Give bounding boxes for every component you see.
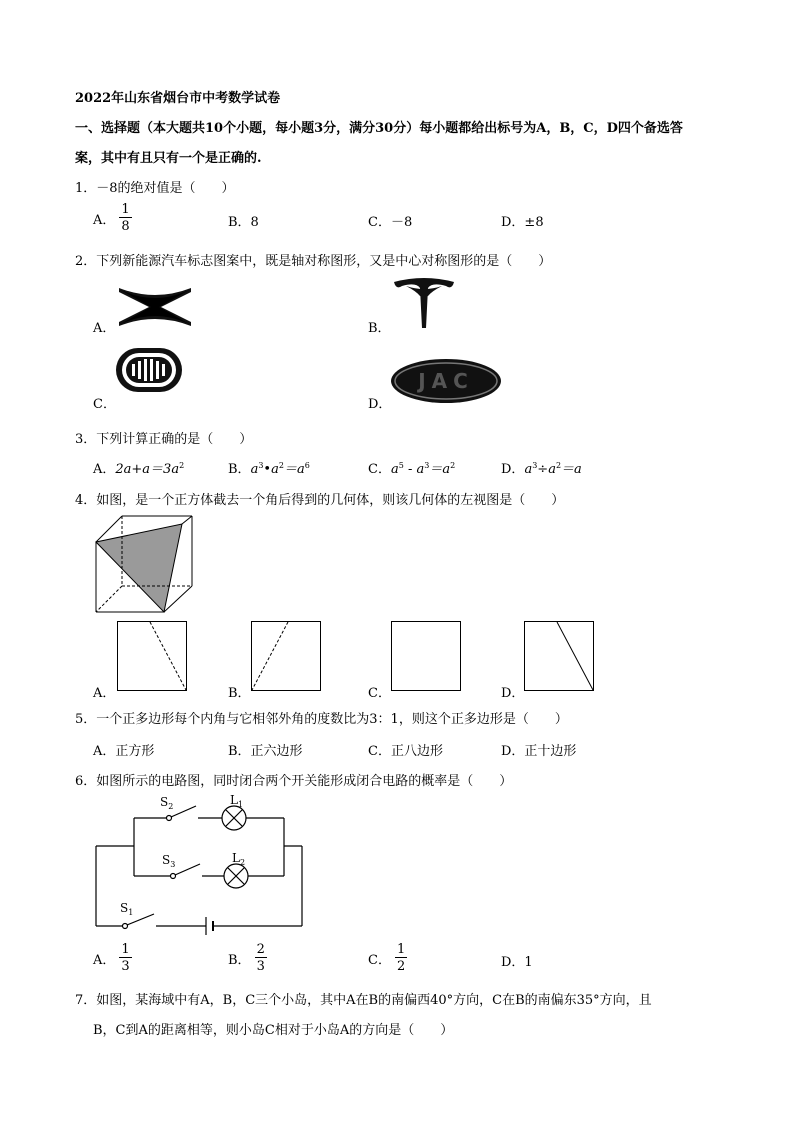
q3-b-a: a bbox=[250, 462, 259, 477]
circuit-label-s3: $S_3$ bbox=[162, 853, 176, 869]
q3-c-e3: 2 bbox=[450, 461, 456, 470]
q6-stem: 6．如图所示的电路图，同时闭合两个开关能形成闭合电路的概率是（ ） bbox=[75, 774, 513, 789]
q3-option-d-label: D． bbox=[501, 462, 525, 477]
q3-c-eq: ＝a bbox=[429, 462, 451, 477]
q6-circuit-diagram bbox=[94, 792, 306, 940]
circuit-label-s1: $S_1$ bbox=[120, 901, 134, 917]
q3-d-a: a bbox=[524, 462, 533, 477]
q7-stem-line2: B，C到A的距离相等，则小岛C相对于小岛A的方向是（ ） bbox=[93, 1023, 454, 1038]
q1-option-a-numerator: 1 bbox=[121, 202, 130, 217]
q4-option-c[interactable]: C． bbox=[368, 686, 391, 701]
q3-b-e1: 3 bbox=[258, 461, 264, 470]
q3-c-mid: - a bbox=[403, 462, 425, 477]
q2-option-c[interactable]: C． bbox=[93, 397, 116, 412]
circuit-label-s2: $S_2$ bbox=[160, 795, 174, 811]
q4-view-c bbox=[391, 621, 461, 691]
q3-d-e2: 2 bbox=[555, 461, 562, 470]
q4-view-a bbox=[117, 621, 187, 691]
q2-option-b[interactable]: B． bbox=[368, 321, 391, 336]
q2-logo-a-icon bbox=[115, 286, 195, 328]
q3-b-e2: 2 bbox=[278, 461, 284, 470]
q1-option-b[interactable]: B．8 bbox=[228, 215, 259, 230]
q1-option-a-denominator: 8 bbox=[121, 219, 130, 234]
q6-option-d[interactable]: D．1 bbox=[501, 955, 533, 970]
q6-option-c-fraction bbox=[395, 943, 407, 973]
q3-c-e1: 5 bbox=[398, 461, 404, 470]
q7-stem-line1: 7．如图，某海域中有A，B，C三个小岛，其中A在B的南偏西40°方向，C在B的南偏东35°方向，且 bbox=[75, 993, 652, 1008]
q6-option-c-denominator: 2 bbox=[396, 959, 406, 974]
q4-option-a[interactable]: A． bbox=[93, 686, 116, 701]
q6-option-b-numerator: 2 bbox=[256, 942, 265, 957]
section-instructions-line1: 一、选择题（本大题共10个小题，每小题3分，满分30分）每小题都给出标号为A，B，C，D四个备选答 bbox=[75, 121, 683, 136]
q3-b-eq: ＝a bbox=[283, 462, 305, 477]
q3-option-a[interactable] bbox=[93, 458, 184, 477]
q5-option-d[interactable]: D．正十边形 bbox=[501, 744, 577, 759]
q3-b-e3: 6 bbox=[304, 461, 310, 470]
q2-logo-c-icon bbox=[115, 347, 183, 393]
q3-b-mid: •a bbox=[263, 462, 279, 477]
q6-option-b[interactable] bbox=[228, 943, 267, 973]
q1-option-c[interactable]: C．－8 bbox=[368, 215, 413, 230]
q4-stem: 4．如图，是一个正方体截去一个角后得到的几何体，则该几何体的左视图是（ ） bbox=[75, 493, 565, 508]
q6-option-c[interactable] bbox=[368, 943, 407, 973]
q5-stem: 5．一个正多边形每个内角与它相邻外角的度数比为3：1，则这个正多边形是（ ） bbox=[75, 712, 568, 727]
q4-cube-figure bbox=[94, 514, 196, 614]
q3-d-mid: ÷a bbox=[537, 462, 556, 477]
q1-option-a[interactable] bbox=[93, 203, 132, 233]
q2-option-a[interactable]: A． bbox=[93, 321, 116, 336]
q4-view-b bbox=[251, 621, 321, 691]
q1-stem: 1．－8的绝对值是（ ） bbox=[75, 181, 235, 196]
q4-option-b[interactable]: B． bbox=[228, 686, 251, 701]
q3-d-eq: ＝a bbox=[561, 462, 582, 477]
q3-stem: 3．下列计算正确的是（ ） bbox=[75, 432, 253, 447]
q3-option-a-label: A． bbox=[93, 462, 116, 477]
section-instructions-line2: 案，其中有且只有一个是正确的. bbox=[75, 151, 262, 166]
q2-option-d[interactable]: D． bbox=[368, 397, 392, 412]
q6-option-c-label: C． bbox=[368, 952, 391, 968]
q3-option-c[interactable] bbox=[368, 458, 455, 477]
q6-option-a[interactable] bbox=[93, 943, 132, 973]
q3-option-a-exp: 2 bbox=[179, 461, 185, 470]
q6-option-a-fraction bbox=[119, 943, 131, 973]
circuit-label-l2: $L_2$ bbox=[232, 851, 246, 867]
q3-option-a-expr: 2a+a＝3a bbox=[115, 462, 180, 477]
q2-logo-d-icon bbox=[390, 358, 502, 404]
q5-option-c[interactable]: C．正八边形 bbox=[368, 744, 443, 759]
q2-stem: 2．下列新能源汽车标志图案中，既是轴对称图形，又是中心对称图形的是（ ） bbox=[75, 254, 552, 269]
q6-option-a-denominator: 3 bbox=[121, 959, 130, 974]
q6-option-b-denominator: 3 bbox=[256, 959, 265, 974]
q2-logo-d-text: JAC bbox=[418, 369, 474, 393]
q3-c-a: a bbox=[390, 462, 399, 477]
q3-option-d[interactable] bbox=[501, 458, 582, 477]
exam-title: 2022年山东省烟台市中考数学试卷 bbox=[75, 91, 281, 106]
q1-option-a-fraction bbox=[119, 203, 131, 233]
q3-option-c-label: C． bbox=[368, 462, 391, 477]
q2-logo-b-icon bbox=[392, 278, 456, 330]
circuit-label-l1: $L_1$ bbox=[230, 793, 244, 809]
q6-option-a-label: A． bbox=[93, 952, 116, 968]
q5-option-a[interactable]: A．正方形 bbox=[93, 744, 155, 759]
q6-option-b-label: B． bbox=[228, 952, 251, 968]
q3-d-e1: 3 bbox=[532, 461, 538, 470]
q4-option-d[interactable]: D． bbox=[501, 686, 525, 701]
q1-option-d[interactable]: D．±8 bbox=[501, 215, 544, 230]
q1-option-a-label: A． bbox=[93, 212, 116, 228]
q6-option-a-numerator: 1 bbox=[121, 942, 130, 957]
q3-option-b[interactable] bbox=[228, 458, 310, 477]
q3-option-b-label: B． bbox=[228, 462, 251, 477]
q4-view-d bbox=[524, 621, 594, 691]
q6-option-b-fraction bbox=[255, 943, 267, 973]
q3-c-e2: 3 bbox=[424, 461, 430, 470]
q6-option-c-numerator: 1 bbox=[396, 942, 406, 957]
q5-option-b[interactable]: B．正六边形 bbox=[228, 744, 303, 759]
